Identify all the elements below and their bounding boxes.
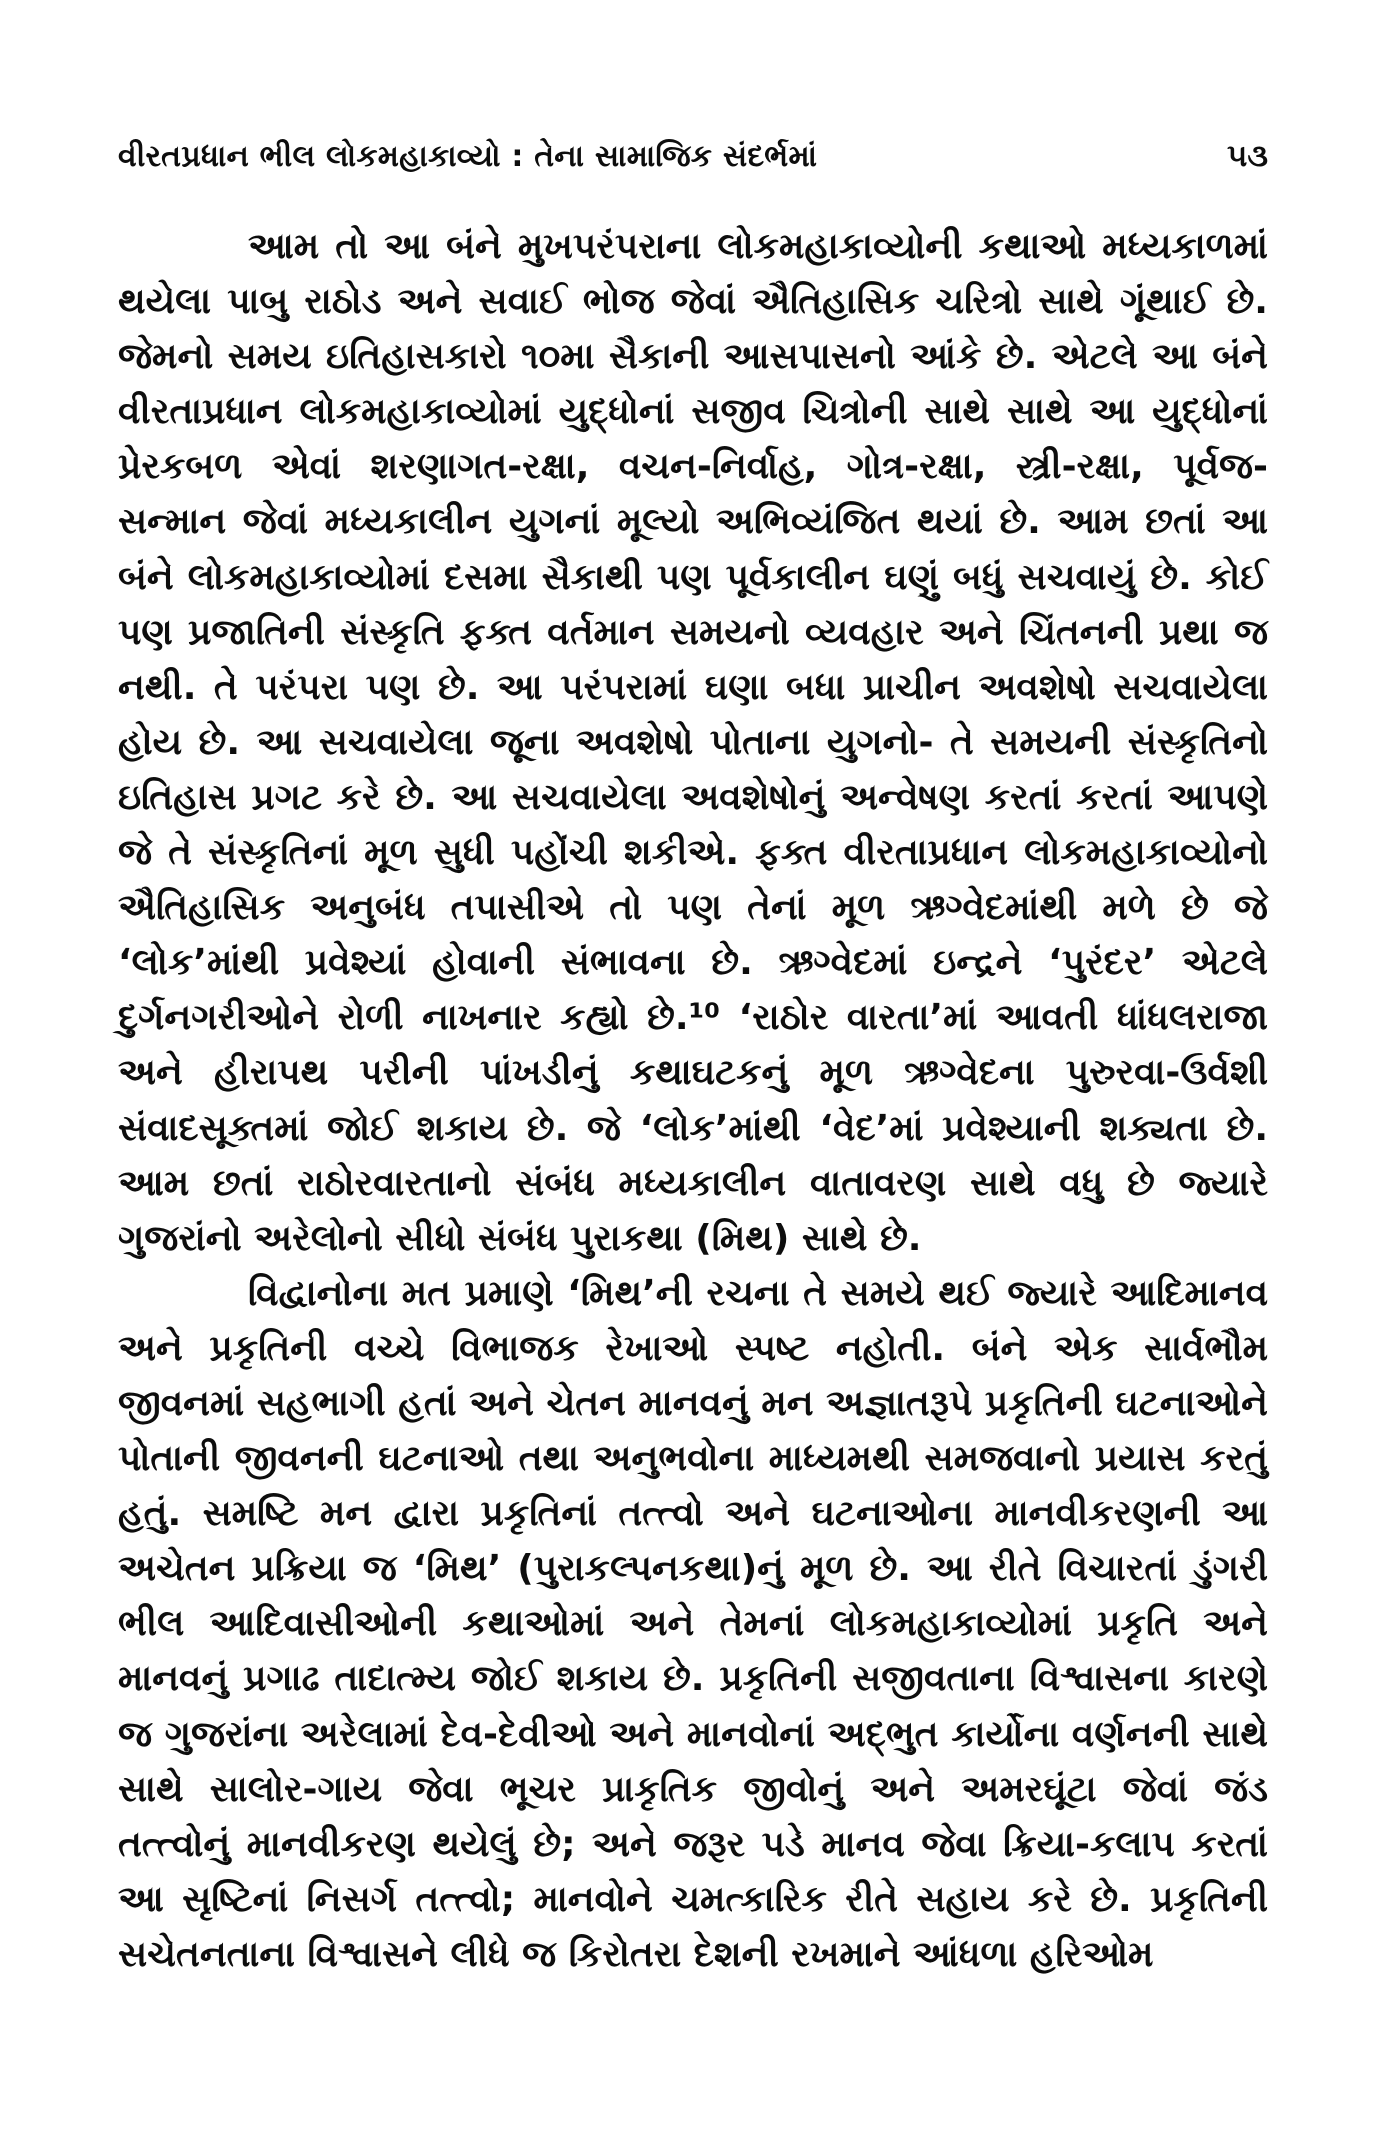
- running-title: વીરતપ્રધાન ભીલ લોકમહાકાવ્યો : તેના સામાજિક સંદર્ભમાં: [118, 139, 818, 174]
- running-header: [118, 138, 1268, 175]
- body-paragraph: વિદ્વાનોના મત પ્રમાણે ‘મિથ’ની રચના તે સમયે થઈ જ્યારે આદિમાનવ અને પ્રકૃતિની વચ્ચે વિભાજક રેખાઓ સ્પષ્ટ નહોતી. બંને એક સાર્વભૌમ જીવનમાં સહભાગી હતાં અને ચેતન માનવનું મન અજ્ઞાતરૂપે પ્રકૃતિની ઘટનાઓને પોતાની જીવનની ઘટનાઓ તથા અનુભવોના માધ્યમથી સમજવાનો પ્રયાસ કરતું હતું. સમષ્ટિ મન દ્વારા પ્રકૃતિનાં તત્ત્વો અને ઘટનાઓના માનવીકરણની આ અચેતન પ્રક્રિયા જ ‘મિથ’ (પુરાકલ્પનકથા)નું મૂળ છે. આ રીતે વિચારતાં ડુંગરી ભીલ આદિવાસીઓની કથાઓમાં અને તેમનાં લોકમહાકાવ્યોમાં પ્રકૃતિ અને માનવનું પ્રગાઢ તાદાત્મ્ય જોઈ શકાય છે. પ્રકૃતિની સજીવતાના વિશ્વાસના કારણે જ ગુજરાંના અરેલામાં દેવ-દેવીઓ અને માનવોનાં અદ્ભુત કાર્યોના વર્ણનની સાથે સાથે સાલોર-ગાય જેવા ભૂચર પ્રાકૃતિક જીવોનું અને અમરઘૂંટા જેવાં જંડ તત્ત્વોનું માનવીકરણ થયેલું છે; અને જરૂર પડે માનવ જેવા ક્રિયા-કલાપ કરતાં આ સૃષ્ટિનાં નિસર્ગ તત્ત્વો; માનવોને ચમત્કારિક રીતે સહાય કરે છે. પ્રકૃતિની સચેતનતાના વિશ્વાસને લીધે જ કિરોતરા દેશની રખમાને આંધળા હરિઓમ: [118, 1272, 1268, 1975]
- book-page: [118, 138, 1268, 1982]
- body-paragraph: આમ તો આ બંને મુખપરંપરાના લોકમહાકાવ્યોની કથાઓ મધ્યકાળમાં થયેલા પાબુ રાઠોડ અને સવાઈ ભોજ જેવાં ઐતિહાસિક ચરિત્રો સાથે ગૂંથાઈ છે. જેમનો સમય ઇતિહાસકારો ૧૦મા સૈકાની આસપાસનો આંકે છે. એટલે આ બંને વીરતાપ્રધાન લોકમહાકાવ્યોમાં યુદ્ધોનાં સજીવ ચિત્રોની સાથે સાથે આ યુદ્ધોનાં પ્રેરકબળ એવાં શરણાગત-રક્ષા, વચન-નિર્વાહ, ગોત્ર-રક્ષા, સ્ત્રી-રક્ષા, પૂર્વજ-સન્માન જેવાં મધ્યકાલીન યુગનાં મૂલ્યો અભિવ્યંજિત થયાં છે. આમ છતાં આ બંને લોકમહાકાવ્યોમાં દસમા સૈકાથી પણ પૂર્વકાલીન ઘણું બધું સચવાયું છે. કોઈ પણ પ્રજાતિની સંસ્કૃતિ ફક્ત વર્તમાન સમયનો વ્યવહાર અને ચિંતનની પ્રથા જ નથી. તે પરંપરા પણ છે. આ પરંપરામાં ઘણા બધા પ્રાચીન અવશેષો સચવાયેલા હોય છે. આ સચવાયેલા જૂના અવશેષો પોતાના યુગનો- તે સમયની સંસ્કૃતિનો ઇતિહાસ પ્રગટ કરે છે. આ સચવાયેલા અવશેષોનું અન્વેષણ કરતાં કરતાં આપણે જે તે સંસ્કૃતિનાં મૂળ સુધી પહોંચી શકીએ. ફક્ત વીરતાપ્રધાન લોકમહાકાવ્યોનો ઐતિહાસિક અનુબંધ તપાસીએ તો પણ તેનાં મૂળ ઋગ્વેદમાંથી મળે છે જે ‘લોક’માંથી પ્રવેશ્યાં હોવાની સંભાવના છે. ઋગ્વેદમાં ઇન્દ્રને ‘પુરંદર’ એટલે દુર્ગનગરીઓને રોળી નાખનાર કહ્યો છે.¹⁰ ‘રાઠોર વારતા’માં આવતી ધાંધલરાજા અને હીરાપથ પરીની પાંખડીનું કથાઘટકનું મૂળ ઋગ્વેદના પુરુરવા-ઉર્વશી સંવાદસૂક્તમાં જોઈ શકાય છે. જે ‘લોક’માંથી ‘વેદ’માં પ્રવેશ્યાની શક્યતા છે. આમ છતાં રાઠોરવારતાનો સંબંધ મધ્યકાલીન વાતાવરણ સાથે વધુ છે જ્યારે ગુજરાંનો અરેલોનો સીધો સંબંધ પુરાકથા (મિથ) સાથે છે.: [118, 226, 1268, 1259]
- page-number: ૫૩: [1226, 138, 1268, 174]
